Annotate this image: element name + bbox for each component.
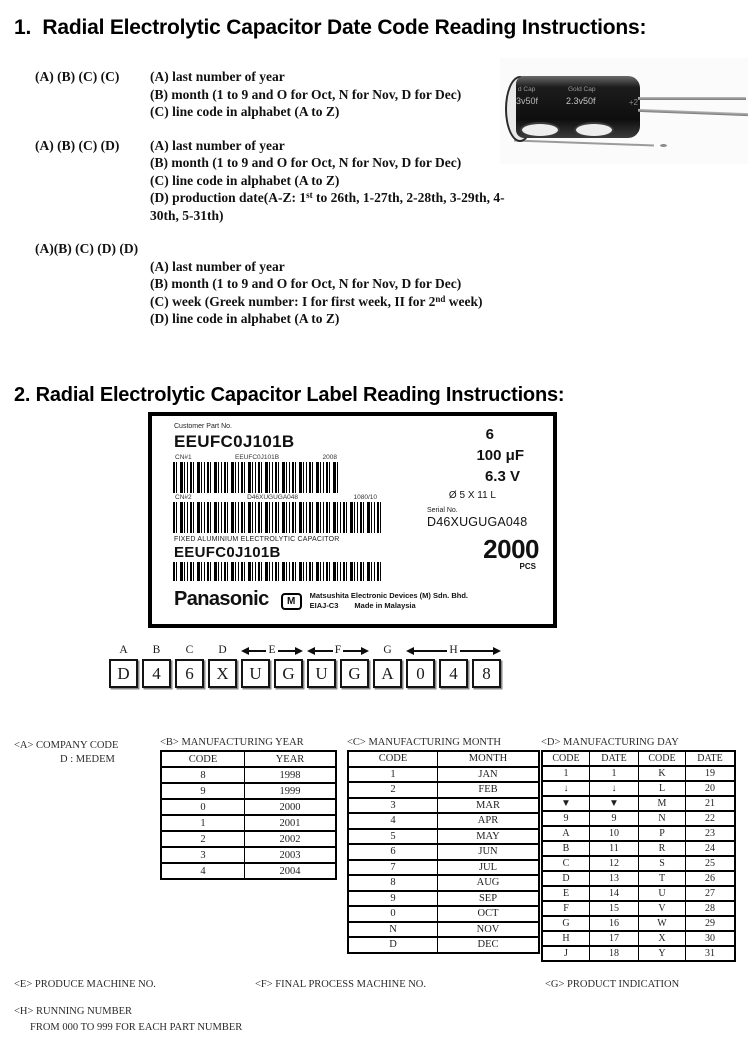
group-letter: A: [119, 644, 128, 656]
description-line: (D) line code in alphabet (A to Z): [150, 311, 340, 326]
table-cell: N: [639, 811, 686, 826]
code-letter-box: 0: [406, 659, 435, 688]
table-cell: ↓: [542, 781, 590, 796]
table-cell: 9: [542, 811, 590, 826]
matsushita-logo-icon: M: [281, 593, 302, 610]
column-header: CODE: [542, 751, 590, 766]
note-company-code-title: <A> COMPANY CODE: [14, 740, 119, 751]
table-cell: 1999: [245, 783, 337, 799]
table-cell: 9: [590, 811, 639, 826]
note-running-number-detail: FROM 000 TO 999 FOR EACH PART NUMBER: [30, 1022, 243, 1033]
standard-code: EIAJ-C3: [309, 600, 339, 610]
barcode1-left-text: CN#1: [175, 454, 192, 461]
description-line: (C) line code in alphabet (A to Z): [150, 172, 340, 188]
manufacturer-name: Matsushita Electronic Devices (M) Sdn. Bhd.: [309, 591, 469, 600]
table-cell: H: [542, 931, 590, 946]
table-cell: D: [542, 871, 590, 886]
arrow-line: [414, 650, 447, 652]
brand-row: [174, 588, 468, 610]
table-row: [348, 922, 539, 938]
table-cell: 23: [686, 826, 736, 841]
table-cell: 30: [686, 931, 736, 946]
code-pattern: (A)(B) (C) (D) (D): [35, 241, 139, 256]
table-row: [542, 871, 735, 886]
table-cell: AUG: [438, 875, 540, 891]
column-header: DATE: [590, 751, 639, 766]
table-cell: J: [542, 946, 590, 961]
product-type-text: FIXED ALUMINIUM ELECTROLYTIC CAPACITOR: [174, 536, 340, 543]
table-cell: 19: [686, 766, 736, 781]
quantity-unit: PCS: [519, 562, 536, 571]
arrow-line: [278, 650, 295, 652]
capacitor-marking-partial: d Cap: [518, 86, 536, 93]
code-letter-box: A: [373, 659, 402, 688]
code-descriptions: [150, 137, 522, 225]
table-cell: 16: [590, 916, 639, 931]
table-title: <B> MANUFACTURING YEAR: [160, 737, 304, 748]
table-cell: K: [639, 766, 686, 781]
table-row: [542, 931, 735, 946]
table-cell: 2: [348, 782, 438, 798]
arrow-left-icon: [307, 647, 315, 655]
code-group-g: [373, 644, 402, 657]
barcode2-right-text: 1080/10: [353, 494, 377, 501]
table-cell: ▼: [542, 796, 590, 811]
table-cell: 12: [590, 856, 639, 871]
group-letter: F: [334, 644, 342, 656]
section1-heading: 1. Radial Electrolytic Capacitor Date Code Reading Instructions:: [14, 16, 647, 39]
table-cell: MAY: [438, 829, 540, 845]
table-cell: 15: [590, 901, 639, 916]
code-descriptions: [150, 68, 522, 121]
table-cell: SEP: [438, 891, 540, 907]
table-row: [348, 891, 539, 907]
arrow-line: [460, 650, 493, 652]
table-cell: 0: [161, 799, 245, 815]
table-cell: 4: [348, 813, 438, 829]
table-row: [348, 860, 539, 876]
date-code-block: [35, 68, 535, 121]
code-letter-box: D: [109, 659, 138, 688]
table-cell: OCT: [438, 906, 540, 922]
description-line: (C) line code in alphabet (A to Z): [150, 104, 340, 119]
code-letter-boxes: [109, 659, 501, 688]
table-cell: 21: [686, 796, 736, 811]
table-row: [542, 946, 735, 961]
table-cell: MAR: [438, 798, 540, 814]
table-cell: 2004: [245, 863, 337, 879]
table-cell: 0: [348, 906, 438, 922]
arrow-right-icon: [493, 647, 501, 655]
quantity-value: 2000: [483, 534, 539, 564]
table-header-row: [161, 751, 336, 767]
description-line: (C) week (Greek number: I for first week, II for 2nd week): [150, 293, 483, 309]
capacitor-shadow: [514, 140, 654, 147]
table-row: [348, 829, 539, 845]
table-row: [348, 844, 539, 860]
arrow-right-icon: [295, 647, 303, 655]
capacitor-marking-right: +2: [628, 98, 638, 107]
note-company-code: [14, 740, 118, 765]
code-group-c: [175, 644, 204, 657]
table-row: [348, 813, 539, 829]
code-group-h: [406, 644, 501, 657]
table-row: [542, 766, 735, 781]
description-line: (B) month (1 to 9 and O for Oct, N for Nov, D for Dec): [150, 276, 462, 291]
table-row: [161, 767, 336, 783]
table-cell: 27: [686, 886, 736, 901]
date-code-blocks: [35, 68, 535, 344]
description-line: (B) month (1 to 9 and O for Oct, N for Nov, D for Dec): [150, 155, 462, 170]
description-line: (A) last number of year: [150, 69, 285, 84]
table-cell: 14: [590, 886, 639, 901]
table-row: [348, 782, 539, 798]
column-header: YEAR: [245, 751, 337, 767]
brand-name: Panasonic: [174, 588, 269, 610]
column-header: CODE: [639, 751, 686, 766]
code-group-a: [109, 644, 138, 657]
manufacturing-month-table: [347, 737, 540, 954]
table-cell: R: [639, 841, 686, 856]
table-cell: D: [348, 937, 438, 953]
barcode1: [173, 462, 339, 493]
table-row: [542, 796, 735, 811]
table-row: [542, 811, 735, 826]
table-row: [161, 847, 336, 863]
note-running-number: <H> RUNNING NUMBER: [14, 1006, 133, 1017]
table-cell: NOV: [438, 922, 540, 938]
table-row: [161, 815, 336, 831]
table-cell: 20: [686, 781, 736, 796]
table-row: [161, 783, 336, 799]
capacitor-label: [148, 412, 557, 628]
group-letter: H: [449, 644, 458, 656]
table-row: [542, 916, 735, 931]
table-row: [542, 886, 735, 901]
table-cell: JUL: [438, 860, 540, 876]
section2-heading: 2. Radial Electrolytic Capacitor Label Reading Instructions:: [14, 384, 565, 406]
code-letter-box: 8: [472, 659, 501, 688]
table-cell: 24: [686, 841, 736, 856]
table-cell: DEC: [438, 937, 540, 953]
code-letter-box: U: [307, 659, 336, 688]
table-row: [542, 841, 735, 856]
capacitor-shadow-dot: [660, 144, 667, 147]
table-cell: FEB: [438, 782, 540, 798]
capacitor-marking: Gold Cap: [568, 86, 596, 93]
table-row: [542, 781, 735, 796]
note-product-indication: <G> PRODUCT INDICATION: [545, 979, 680, 990]
table-cell: 25: [686, 856, 736, 871]
table-row: [161, 831, 336, 847]
table-cell: U: [639, 886, 686, 901]
origin-text: Made in Malaysia: [354, 600, 416, 610]
column-header: MONTH: [438, 751, 540, 767]
note-produce-machine: <E> PRODUCE MACHINE NO.: [14, 979, 156, 990]
table-cell: 2000: [245, 799, 337, 815]
table-cell: 1: [590, 766, 639, 781]
year-table: [160, 750, 337, 880]
code-letter-box: G: [274, 659, 303, 688]
description-line: (A) last number of year: [150, 137, 285, 153]
barcode1-center-text: EEUFC0J101B: [235, 454, 280, 461]
table-cell: 2003: [245, 847, 337, 863]
table-cell: 8: [161, 767, 245, 783]
column-header: CODE: [348, 751, 438, 767]
spec-voltage: 6.3 V: [484, 468, 520, 485]
table-cell: E: [542, 886, 590, 901]
table-row: [348, 767, 539, 783]
code-letter-box: 4: [439, 659, 468, 688]
table-cell: 3: [161, 847, 245, 863]
table-cell: 17: [590, 931, 639, 946]
table-cell: 11: [590, 841, 639, 856]
spec-first-digit: 6: [485, 426, 494, 443]
description-line: (D) production date(A-Z: 1st to 26th, 1-27th, 2-28th, 3-29th, 4-30th, 5-31th): [150, 190, 505, 223]
day-table: [541, 750, 736, 962]
customer-part-no-label: Customer Part No.: [174, 423, 232, 430]
barcode1-right-text: 2008: [322, 454, 337, 461]
group-letter: B: [152, 644, 161, 656]
table-cell: 7: [348, 860, 438, 876]
barcode2-caption: [175, 494, 377, 501]
table-cell: JAN: [438, 767, 540, 783]
table-cell: F: [542, 901, 590, 916]
code-letter-box: X: [208, 659, 237, 688]
serial-no-label: Serial No.: [427, 507, 458, 514]
capacitor-photo: [500, 58, 748, 164]
table-cell: 1: [542, 766, 590, 781]
table-title: <C> MANUFACTURING MONTH: [347, 737, 501, 748]
table-cell: 2002: [245, 831, 337, 847]
barcode3: [173, 562, 382, 581]
description-line: (A) last number of year: [150, 258, 285, 274]
capacitor-base-ellipse: [520, 122, 560, 138]
part-number-repeat: EEUFC0J101B: [174, 544, 281, 561]
manufacturing-year-table: [160, 737, 337, 880]
table-title: <D> MANUFACTURING DAY: [541, 737, 679, 748]
table-cell: X: [639, 931, 686, 946]
table-cell: APR: [438, 813, 540, 829]
month-table: [347, 750, 540, 954]
table-cell: 28: [686, 901, 736, 916]
table-cell: 1998: [245, 767, 337, 783]
table-cell: 3: [348, 798, 438, 814]
manufacturing-day-table: [541, 737, 736, 962]
code-descriptions: [150, 258, 522, 328]
code-letter-box: 4: [142, 659, 171, 688]
column-header: DATE: [686, 751, 736, 766]
table-row: [542, 856, 735, 871]
table-cell: B: [542, 841, 590, 856]
table-cell: 6: [348, 844, 438, 860]
table-cell: V: [639, 901, 686, 916]
barcode2-left-text: CN#2: [175, 494, 192, 501]
label-spec-column: [420, 426, 545, 571]
table-cell: N: [348, 922, 438, 938]
table-cell: M: [639, 796, 686, 811]
table-row: [348, 798, 539, 814]
table-cell: 2: [161, 831, 245, 847]
capacitor-base-ellipse: [574, 122, 614, 138]
capacitor-lead: [638, 97, 746, 100]
table-cell: 10: [590, 826, 639, 841]
code-group-f: [307, 644, 369, 657]
table-row: [161, 863, 336, 879]
code-group-e: [241, 644, 303, 657]
table-cell: Y: [639, 946, 686, 961]
table-cell: 18: [590, 946, 639, 961]
arrow-line: [249, 650, 266, 652]
table-cell: 26: [686, 871, 736, 886]
barcode2: [173, 502, 381, 533]
table-row: [542, 901, 735, 916]
part-number: EEUFC0J101B: [174, 432, 295, 451]
table-cell: T: [639, 871, 686, 886]
table-row: [348, 937, 539, 953]
table-cell: 2001: [245, 815, 337, 831]
column-header: CODE: [161, 751, 245, 767]
group-letter: E: [268, 644, 276, 656]
code-letter-box: 6: [175, 659, 204, 688]
date-code-block: [35, 240, 535, 328]
capacitor-lead: [638, 109, 748, 116]
code-pattern: (A) (B) (C) (D): [35, 137, 120, 153]
table-cell: 13: [590, 871, 639, 886]
code-letter-box: G: [340, 659, 369, 688]
note-final-process-machine: <F> FINAL PROCESS MACHINE NO.: [255, 979, 427, 990]
capacitor-marking: 2.3v50f: [566, 96, 596, 106]
table-cell: A: [542, 826, 590, 841]
table-row: [161, 799, 336, 815]
table-cell: C: [542, 856, 590, 871]
code-pattern: (A) (B) (C) (C): [35, 69, 120, 84]
arrow-line: [343, 650, 361, 652]
table-cell: S: [639, 856, 686, 871]
arrow-right-icon: [361, 647, 369, 655]
capacitor-marking-partial: 3v50f: [516, 96, 539, 106]
arrow-line: [315, 650, 333, 652]
serial-number: D46XUGUGA048: [427, 515, 528, 529]
table-cell: 29: [686, 916, 736, 931]
table-cell: 1: [161, 815, 245, 831]
table-cell: W: [639, 916, 686, 931]
group-letter: D: [218, 644, 227, 656]
table-cell: 9: [348, 891, 438, 907]
description-line: (B) month (1 to 9 and O for Oct, N for Nov, D for Dec): [150, 86, 462, 102]
table-row: [348, 906, 539, 922]
note-company-code-value: D : MEDEM: [60, 754, 115, 765]
table-cell: JUN: [438, 844, 540, 860]
table-cell: G: [542, 916, 590, 931]
barcode1-caption: [175, 454, 337, 461]
code-group-b: [142, 644, 171, 657]
table-row: [542, 826, 735, 841]
code-group-labels: [109, 644, 501, 657]
group-letter: G: [383, 644, 392, 656]
code-letter-box: U: [241, 659, 270, 688]
table-cell: 31: [686, 946, 736, 961]
code-group-d: [208, 644, 237, 657]
table-cell: 5: [348, 829, 438, 845]
table-row: [348, 875, 539, 891]
table-header-row: [348, 751, 539, 767]
table-cell: ↓: [590, 781, 639, 796]
table-cell: 4: [161, 863, 245, 879]
table-cell: ▼: [590, 796, 639, 811]
table-header-row: [542, 751, 735, 766]
table-cell: L: [639, 781, 686, 796]
group-letter: C: [185, 644, 194, 656]
barcode2-center-text: D46XUGUGA048: [247, 494, 299, 501]
spec-capacitance: 100 μF: [476, 447, 524, 464]
table-cell: 8: [348, 875, 438, 891]
arrow-left-icon: [241, 647, 249, 655]
table-cell: 1: [348, 767, 438, 783]
spec-case-size: Ø 5 X 11 L: [448, 490, 496, 501]
table-cell: P: [639, 826, 686, 841]
manufacturer-line2: [310, 601, 468, 611]
arrow-left-icon: [406, 647, 414, 655]
table-cell: 9: [161, 783, 245, 799]
manufacturer-block: [310, 591, 468, 610]
table-cell: 22: [686, 811, 736, 826]
date-code-block: [35, 137, 535, 225]
